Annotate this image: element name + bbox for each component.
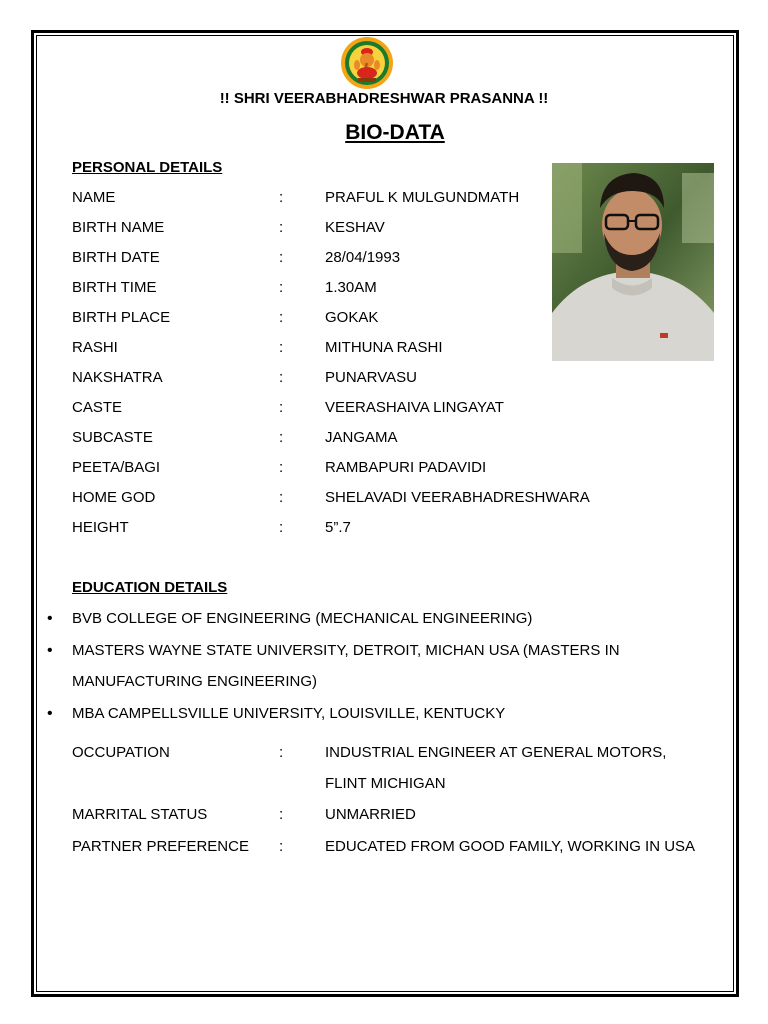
field-value: MITHUNA RASHI <box>325 339 443 356</box>
field-value: VEERASHAIVA LINGAYAT <box>325 399 504 416</box>
page-title: BIO-DATA <box>345 121 445 144</box>
field-label: NAME <box>72 189 116 206</box>
field-separator: : <box>279 219 284 236</box>
field-label: BIRTH PLACE <box>72 309 171 326</box>
field-label: RASHI <box>72 339 118 356</box>
field-value: INDUSTRIAL ENGINEER AT GENERAL MOTORS, <box>325 744 667 761</box>
field-separator: : <box>279 399 284 416</box>
field-separator: : <box>279 429 284 446</box>
field-label: PEETA/BAGI <box>72 459 161 476</box>
field-value: FLINT MICHIGAN <box>325 775 446 792</box>
field-label: NAKSHATRA <box>72 369 163 386</box>
field-separator: : <box>279 806 284 823</box>
field-separator: : <box>279 249 284 266</box>
field-label: BIRTH DATE <box>72 249 160 266</box>
field-separator: : <box>279 279 284 296</box>
field-value: RAMBAPURI PADAVIDI <box>325 459 487 476</box>
field-label: PARTNER PREFERENCE <box>72 838 249 855</box>
education-item-text: BVB COLLEGE OF ENGINEERING (MECHANICAL ENGINEERING) <box>72 610 533 627</box>
field-separator: : <box>279 459 284 476</box>
field-label: MARRITAL STATUS <box>72 806 208 823</box>
education-item-text: MASTERS WAYNE STATE UNIVERSITY, DETROIT, MICHAN USA (MASTERS IN <box>72 642 620 659</box>
field-value: KESHAV <box>325 219 385 236</box>
field-value: SHELAVADI VEERABHADRESHWARA <box>325 489 590 506</box>
field-value: 1.30AM <box>325 279 377 296</box>
field-label: BIRTH NAME <box>72 219 165 236</box>
field-label: HOME GOD <box>72 489 156 506</box>
field-separator: : <box>279 489 284 506</box>
bullet-icon: • <box>47 610 53 627</box>
field-label: BIRTH TIME <box>72 279 157 296</box>
education-details-heading: EDUCATION DETAILS <box>72 579 228 596</box>
field-separator: : <box>279 189 284 206</box>
field-label: CASTE <box>72 399 123 416</box>
personal-details-heading: PERSONAL DETAILS <box>72 159 223 176</box>
ganesha-emblem-icon <box>339 35 395 91</box>
profile-photo <box>552 163 714 361</box>
field-value: 5”.7 <box>325 519 351 536</box>
field-value: PRAFUL K MULGUNDMATH <box>325 189 520 206</box>
field-separator: : <box>279 309 284 326</box>
field-label: OCCUPATION <box>72 744 170 761</box>
education-item-text: MANUFACTURING ENGINEERING) <box>72 673 318 690</box>
field-value: JANGAMA <box>325 429 398 446</box>
bullet-icon: • <box>47 642 53 659</box>
field-separator: : <box>279 339 284 356</box>
field-value: EDUCATED FROM GOOD FAMILY, WORKING IN USA <box>325 838 696 855</box>
field-value: 28/04/1993 <box>325 249 401 266</box>
field-value: UNMARRIED <box>325 806 416 823</box>
education-item-text: MBA CAMPELLSVILLE UNIVERSITY, LOUISVILLE, KENTUCKY <box>72 705 506 722</box>
field-label: SUBCASTE <box>72 429 153 446</box>
field-value: GOKAK <box>325 309 379 326</box>
field-separator: : <box>279 838 284 855</box>
field-value: PUNARVASU <box>325 369 417 386</box>
blessing-line: !! SHRI VEERABHADRESHWAR PRASANNA !! <box>219 90 549 107</box>
bullet-icon: • <box>47 705 53 722</box>
field-separator: : <box>279 744 284 761</box>
field-separator: : <box>279 519 284 536</box>
field-label: HEIGHT <box>72 519 129 536</box>
field-separator: : <box>279 369 284 386</box>
